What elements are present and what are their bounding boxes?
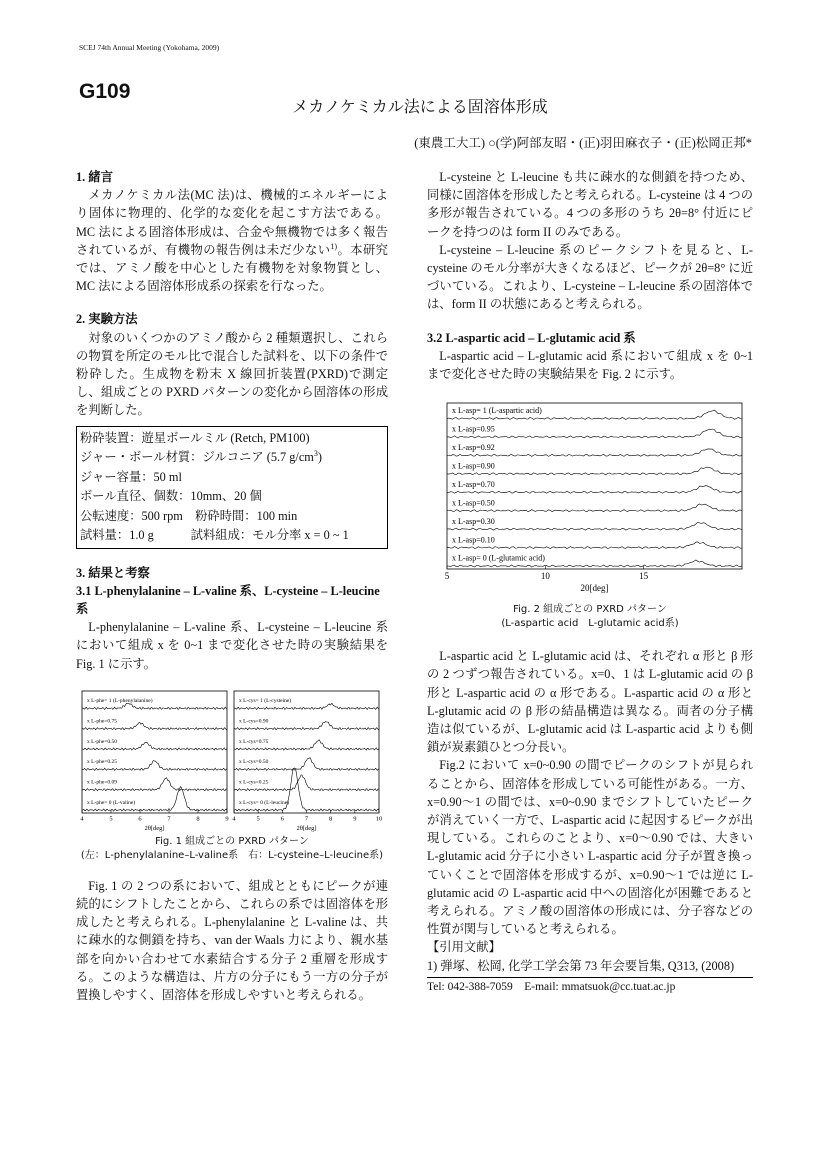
paragraph-aspartic-2: Fig.2 において x=0~0.90 の間でピークのシフトが見られることから、固溶体を形成している可能性がある。一方、x=0.90〜1 の間では、x=0~0.90 までシフトしていたピークが消えていく一方で、L-aspartic acid に起因するピークが出現している。これらのことより、x=0〜0.90 では、大きい L-glutamic acid 分子に小さい L-aspartic acid 分子が置き換っていくことで固溶体を形成するが、x=0.90〜1 では逆に L-glutamic acid の L-aspartic acid 中への固溶化が困難であると考えられる。アミノ酸の固溶体の形成には、分子容などの性質が関与していると考えられる。: [427, 758, 753, 937]
x-tick-label: 4: [80, 815, 84, 823]
x-axis-label: 2θ[deg]: [296, 824, 317, 832]
condition-row: 試料量：1.0 g 試料組成：モル分率 x = 0 ~ 1: [80, 528, 349, 543]
series-label: x L-phe=0.09: [87, 779, 117, 786]
series-label: x L-cys= 1 (L-cysteine): [239, 698, 292, 705]
section-1-title: 1. 緒言: [76, 170, 113, 184]
series-label: x L-phe= 1 (L-phenylalanine): [87, 698, 153, 705]
section-2-text: 対象のいくつかのアミノ酸から 2 種類選択し、これらの物質を所定のモル比で混合した試料を、以下の条件で粉砕した。生成物を粉末 X 線回折装置(PXRD)で測定し、組成ごとの PXRD パターンの変化から固溶体の形成を判断した。: [76, 330, 388, 418]
series-label: x L-cys=0.90: [239, 718, 269, 725]
condition-row: 公転速度：500 rpm 粉砕時間：100 min: [80, 508, 298, 523]
section-3-2-text: L-aspartic acid – L-glutamic acid 系において組成 x を 0~1 まで変化させた時の実験結果を Fig. 2 に示す。: [427, 348, 753, 382]
series-label: x L-cys= 0 (L-leucine): [239, 799, 289, 806]
series-label: x L-asp= 1 (L-aspartic acid): [452, 406, 542, 416]
series-label: x L-cys=0.25: [239, 779, 269, 786]
fig2-caption-1: Fig. 2 組成ごとの PXRD パターン: [513, 604, 667, 616]
plot-frame: [82, 691, 227, 813]
x-tick-label: 10: [375, 815, 382, 823]
series-label: x L-asp=0.90: [452, 461, 495, 471]
paragraph-aspartic-1: L-aspartic acid と L-glutamic acid は、それぞれ α 形と β 形の 2 つずつ報告されている。x=0、1 は L-glutamic acid の β 形と L-aspartic acid の α 形である。L-aspartic acid の α 形と L-glutamic acid の β 形の結晶構造は異なる。両者の分子構造は似ているが、L-glutamic acid は L-aspartic acid よりも側鎖が炭素鎖ひとつ分長い。: [427, 649, 753, 755]
section-3-1-text: L-phenylalanine – L-valine 系、L-cysteine – L-leucine 系において組成 x を 0~1 まで変化させた時の実験結果を Fig. 1 に示す。: [76, 620, 388, 671]
series-label: x L-asp= 0 (L-glutamic acid): [452, 553, 545, 563]
x-tick-label: 9: [225, 815, 229, 823]
contact-info: Tel: 042-388-7059 E-mail: mmatsuok@cc.tuat.ac.jp: [427, 977, 753, 996]
series-label: x L-phe=0.25: [87, 759, 117, 766]
left-column: [76, 168, 388, 1004]
ref-mark: 1): [330, 241, 338, 251]
condition-row: ジャー容量：50 ml: [80, 469, 182, 484]
paper-title: メカノケミカル法による固溶体形成: [292, 97, 548, 116]
x-tick-label: 5: [256, 815, 260, 823]
series-label: x L-phe=0.50: [87, 738, 117, 745]
section-3-title: 3. 結果と考察: [76, 565, 150, 580]
series-label: x L-asp=0.70: [452, 480, 495, 490]
series-label: x L-phe=0.75: [87, 718, 117, 725]
fig1-right-chart: [232, 687, 382, 835]
paper-code: G109: [79, 80, 131, 103]
condition-row: ボール直径、個数：10mm、20 個: [80, 489, 262, 504]
series-label: x L-phe= 0 (L-valine): [87, 799, 136, 806]
x-tick-label: 9: [353, 815, 357, 823]
series-label: x L-asp=0.10: [452, 535, 495, 545]
series-label: x L-cys=0.75: [239, 738, 269, 745]
x-tick-label: 8: [329, 815, 333, 823]
x-tick-label: 5: [444, 571, 450, 582]
figure-1: [76, 687, 388, 835]
paragraph-cysteine-1: L-cysteine と L-leucine も共に疎水的な側鎖を持つため、同様に固溶体を形成したと考えられる。L-cysteine は 4 つの多形が報告されている。4 つの多形のうち 2θ=8° 付近にピークを持つのは form II のみである。: [427, 170, 753, 239]
x-axis-label: 20[deg]: [580, 583, 609, 594]
pxrd-trace: [234, 703, 379, 709]
fig1-left-chart: [80, 687, 230, 835]
x-tick-label: 7: [167, 815, 171, 823]
figure-2: [427, 397, 753, 603]
conditions-box: [76, 426, 388, 549]
paragraph-cysteine-2: L-cysteine – L-leucine 系のピークシフトを見ると、L-cysteine のモル分率が大きくなるほど、ピークが 2θ=8° に近づいている。これより、L-cysteine – L-leucine 系の固溶体では、form II の状態にあると考えられる。: [427, 242, 753, 312]
fig2-chart: [427, 397, 753, 603]
author-list: (東農工大工) ○(学)阿部友昭・(正)羽田麻衣子・(正)松岡正邦*: [414, 136, 752, 150]
fig2-caption-2: (L-aspartic acid L-glutamic acid系): [501, 618, 679, 630]
fig1-caption-1: Fig. 1 組成ごとの PXRD パターン: [155, 835, 309, 847]
section-2-title: 2. 実験方法: [76, 312, 138, 327]
x-tick-label: 10: [540, 571, 550, 582]
condition-row: 粉砕装置：遊星ボールミル (Retch, PM100): [80, 430, 310, 445]
x-tick-label: 15: [639, 571, 649, 582]
plot-frame: [234, 691, 379, 813]
x-tick-label: 7: [304, 815, 309, 823]
right-column: [427, 168, 753, 996]
x-tick-label: 6: [138, 815, 142, 823]
fig1-caption-2: (左：L-phenylalanine–L-valine系 右：L-cysteine–L-leucine系): [80, 849, 384, 861]
references-title: 【引用文献】: [427, 940, 501, 955]
series-label: x L-asp=0.92: [452, 443, 495, 453]
condition-row: ジャー・ボール材質：ジルコニア (5.7 $g/cm^3$): [80, 449, 322, 465]
series-label: x L-cys=0.50: [239, 759, 269, 766]
x-axis-label: 2θ[deg]: [144, 824, 165, 832]
series-label: x L-asp=0.95: [452, 424, 495, 434]
meeting-header: SCEJ 74th Annual Meeting (Yokohama, 2009): [79, 43, 220, 52]
x-tick-label: 6: [280, 815, 284, 823]
section-3-1-title: 3.1 L-phenylalanine – L-valine 系、L-cysteine – L-leucine 系: [76, 583, 380, 617]
series-label: x L-asp=0.30: [452, 517, 495, 527]
section-1-text: メカノケミカル法(MC 法)は、機械的エネルギーにより固体に物理的、化学的な変化を起こす方法である。MC 法による固溶体形成は、合金や無機物では多く報告されているが、有機物の報告例は未だ少ない$^{1)}$。本研究では、アミノ酸を中心とした有機物を対象物質とし、MC 法による固溶体形成系の探索を行なった。: [76, 188, 388, 294]
reference-1: 1) 弾塚、松岡, 化学工学会第 73 年会要旨集, Q313, (2008): [427, 958, 735, 973]
series-label: x L-asp=0.50: [452, 498, 495, 508]
section-3-2-title: 3.2 L-aspartic acid – L-glutamic acid 系: [427, 330, 636, 345]
x-tick-label: 5: [109, 815, 113, 823]
section-3-1-discussion: Fig. 1 の 2 つの系において、組成とともにピークが連続的にシフトしたことから、これらの系では固溶体を形成したと考えられる。L-phenylalanine と L-valine は、共に疎水的な側鎖を持ち、van der Waals 力により、親水基部を向かい合わせて水素結合する分子 2 重層を形成する。このような構造は、片方の分子にもう一方の分子が置換しやすく、固溶体を形成しやすいと考えられる。: [76, 878, 388, 1003]
x-tick-label: 8: [196, 815, 200, 823]
x-tick-label: 4: [232, 815, 236, 823]
